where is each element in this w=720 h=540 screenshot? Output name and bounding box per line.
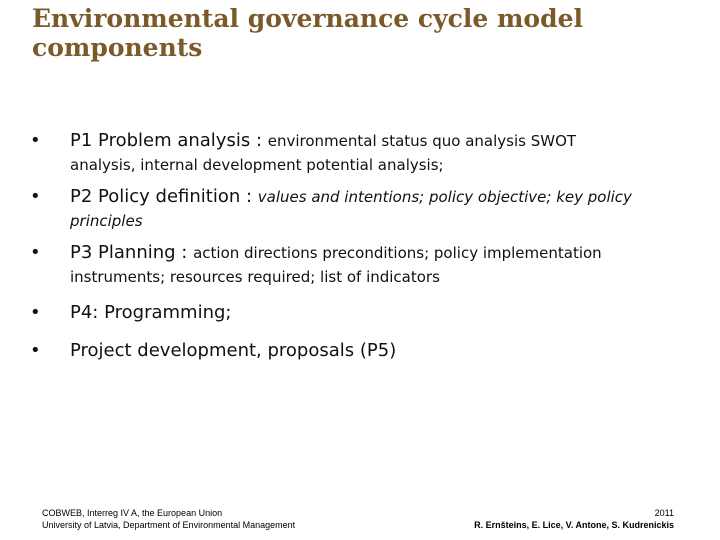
bullet-detail: values and intentions; policy objective; key policy [257, 188, 632, 206]
bullet-continuation: instruments; resources required; list of indicators [70, 268, 440, 286]
footer-project: COBWEB, Interreg IV A, the European Union [42, 508, 223, 518]
bullet-head: P1 Problem analysis : [70, 130, 268, 151]
footer-left [42, 507, 295, 531]
bullet-list [30, 128, 690, 364]
bullet-dot: • [30, 242, 41, 263]
footer-right [474, 507, 674, 531]
bullet-item-p2 [30, 184, 690, 232]
slide-title [32, 4, 692, 62]
bullet-continuation: analysis, internal development potential analysis; [70, 156, 444, 174]
slide-title-line-2: components [32, 33, 203, 62]
bullet-head: P4: Programming; [70, 302, 232, 323]
slide-title-line-1: Environmental governance cycle model [32, 4, 583, 33]
bullet-head: Project development, proposals (P5) [70, 340, 397, 361]
footer-authors: R. Ernšteins, E. Lice, V. Antone, S. Kudrenickis [474, 520, 674, 530]
footer-year: 2011 [654, 508, 674, 518]
bullet-detail: environmental status quo analysis SWOT [267, 132, 577, 150]
bullet-item-p1 [30, 128, 690, 176]
footer-institution: University of Latvia, Department of Environmental Management [42, 520, 296, 530]
bullet-dot: • [30, 340, 41, 361]
bullet-head: P2 Policy definition : [70, 186, 258, 207]
bullet-item-p4 [30, 300, 690, 326]
bullet-item-p3 [30, 240, 690, 288]
bullet-detail: action directions preconditions; policy implementation [193, 244, 602, 262]
bullet-continuation: principles [70, 212, 143, 230]
bullet-dot: • [30, 186, 41, 207]
bullet-dot: • [30, 130, 41, 151]
bullet-dot: • [30, 302, 41, 323]
bullet-head: P3 Planning : [70, 242, 194, 263]
bullet-item-p5 [30, 338, 690, 364]
